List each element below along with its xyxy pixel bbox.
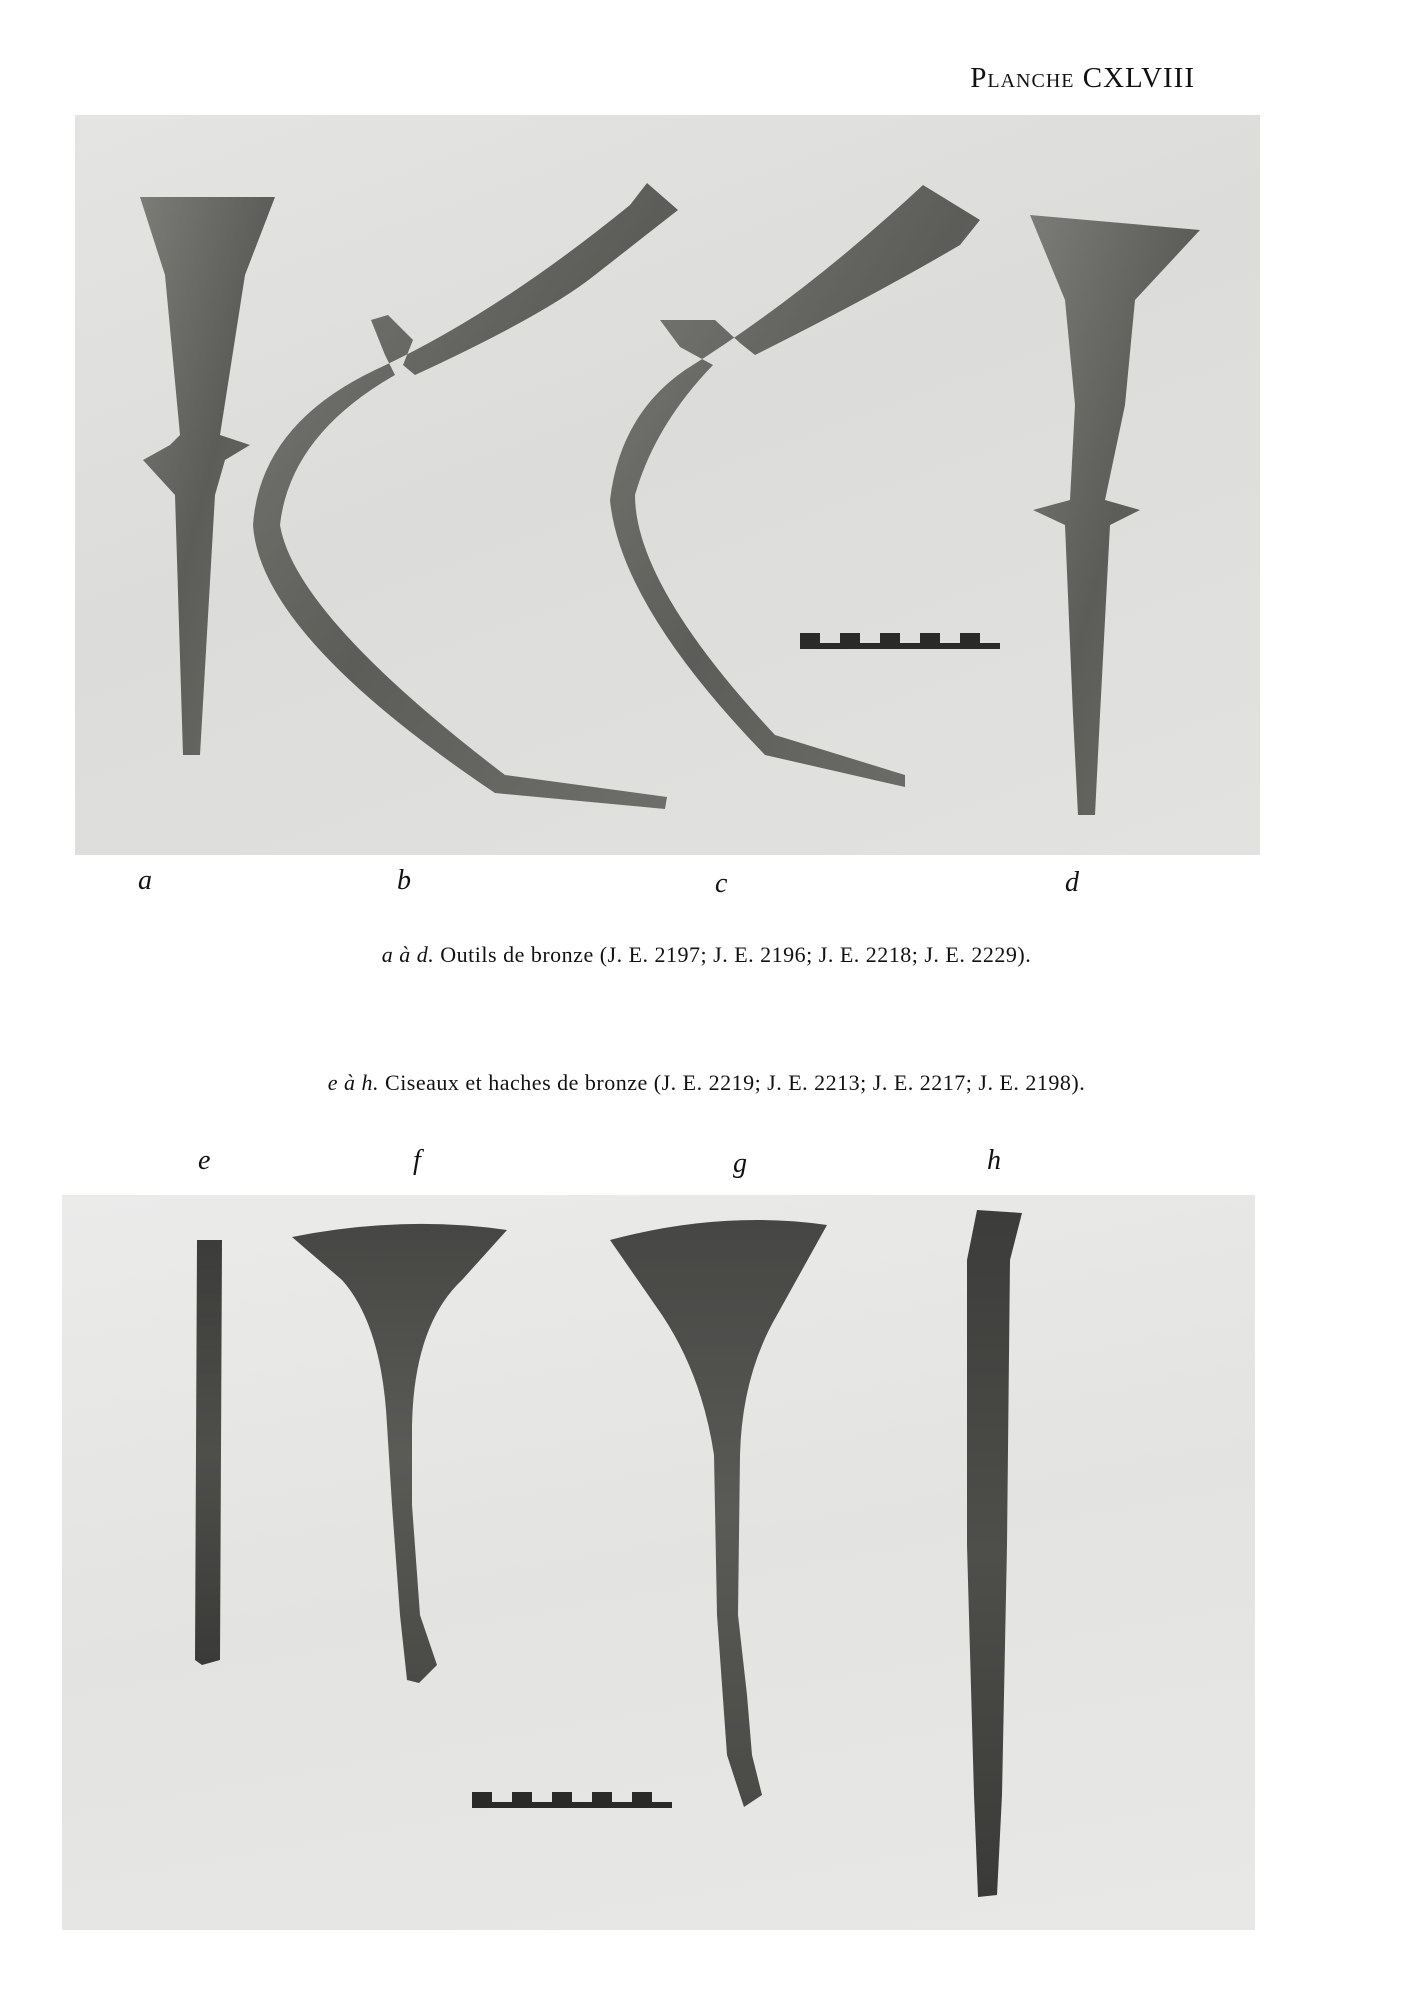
label-a: a: [138, 865, 152, 896]
tool-a-silhouette: [140, 197, 275, 755]
label-h: h: [987, 1145, 1001, 1176]
tool-f-silhouette: [292, 1224, 507, 1683]
caption-bottom: [0, 1070, 1413, 1096]
tool-g-silhouette: [610, 1220, 827, 1807]
photo-tools-e-h: [62, 1195, 1255, 1930]
scale-bar-bottom: [472, 1792, 672, 1808]
label-f: f: [413, 1145, 421, 1176]
label-d: d: [1065, 867, 1079, 898]
label-g: g: [733, 1148, 747, 1179]
photo-tools-a-d: [75, 115, 1260, 855]
tool-c-silhouette: [610, 185, 980, 787]
tool-d-silhouette: [1030, 215, 1200, 815]
label-e: e: [198, 1145, 211, 1176]
scale-bar-top: [800, 633, 1000, 649]
caption-bottom-prefix: e à h.: [327, 1070, 380, 1095]
caption-top-text: Outils de bronze (J. E. 2197; J. E. 2196; J. E. 2218; J. E. 2229).: [440, 942, 1032, 967]
tool-h-silhouette: [967, 1210, 1022, 1897]
label-c: c: [715, 868, 728, 899]
label-b: b: [397, 865, 411, 896]
caption-bottom-text: Ciseaux et haches de bronze (J. E. 2219; J. E. 2213; J. E. 2217; J. E. 2198).: [385, 1070, 1086, 1095]
caption-top: [0, 942, 1413, 968]
caption-top-prefix: a à d.: [381, 942, 435, 967]
tool-e-silhouette: [195, 1240, 222, 1665]
plate-title: Planche CXLVIII: [970, 62, 1195, 94]
